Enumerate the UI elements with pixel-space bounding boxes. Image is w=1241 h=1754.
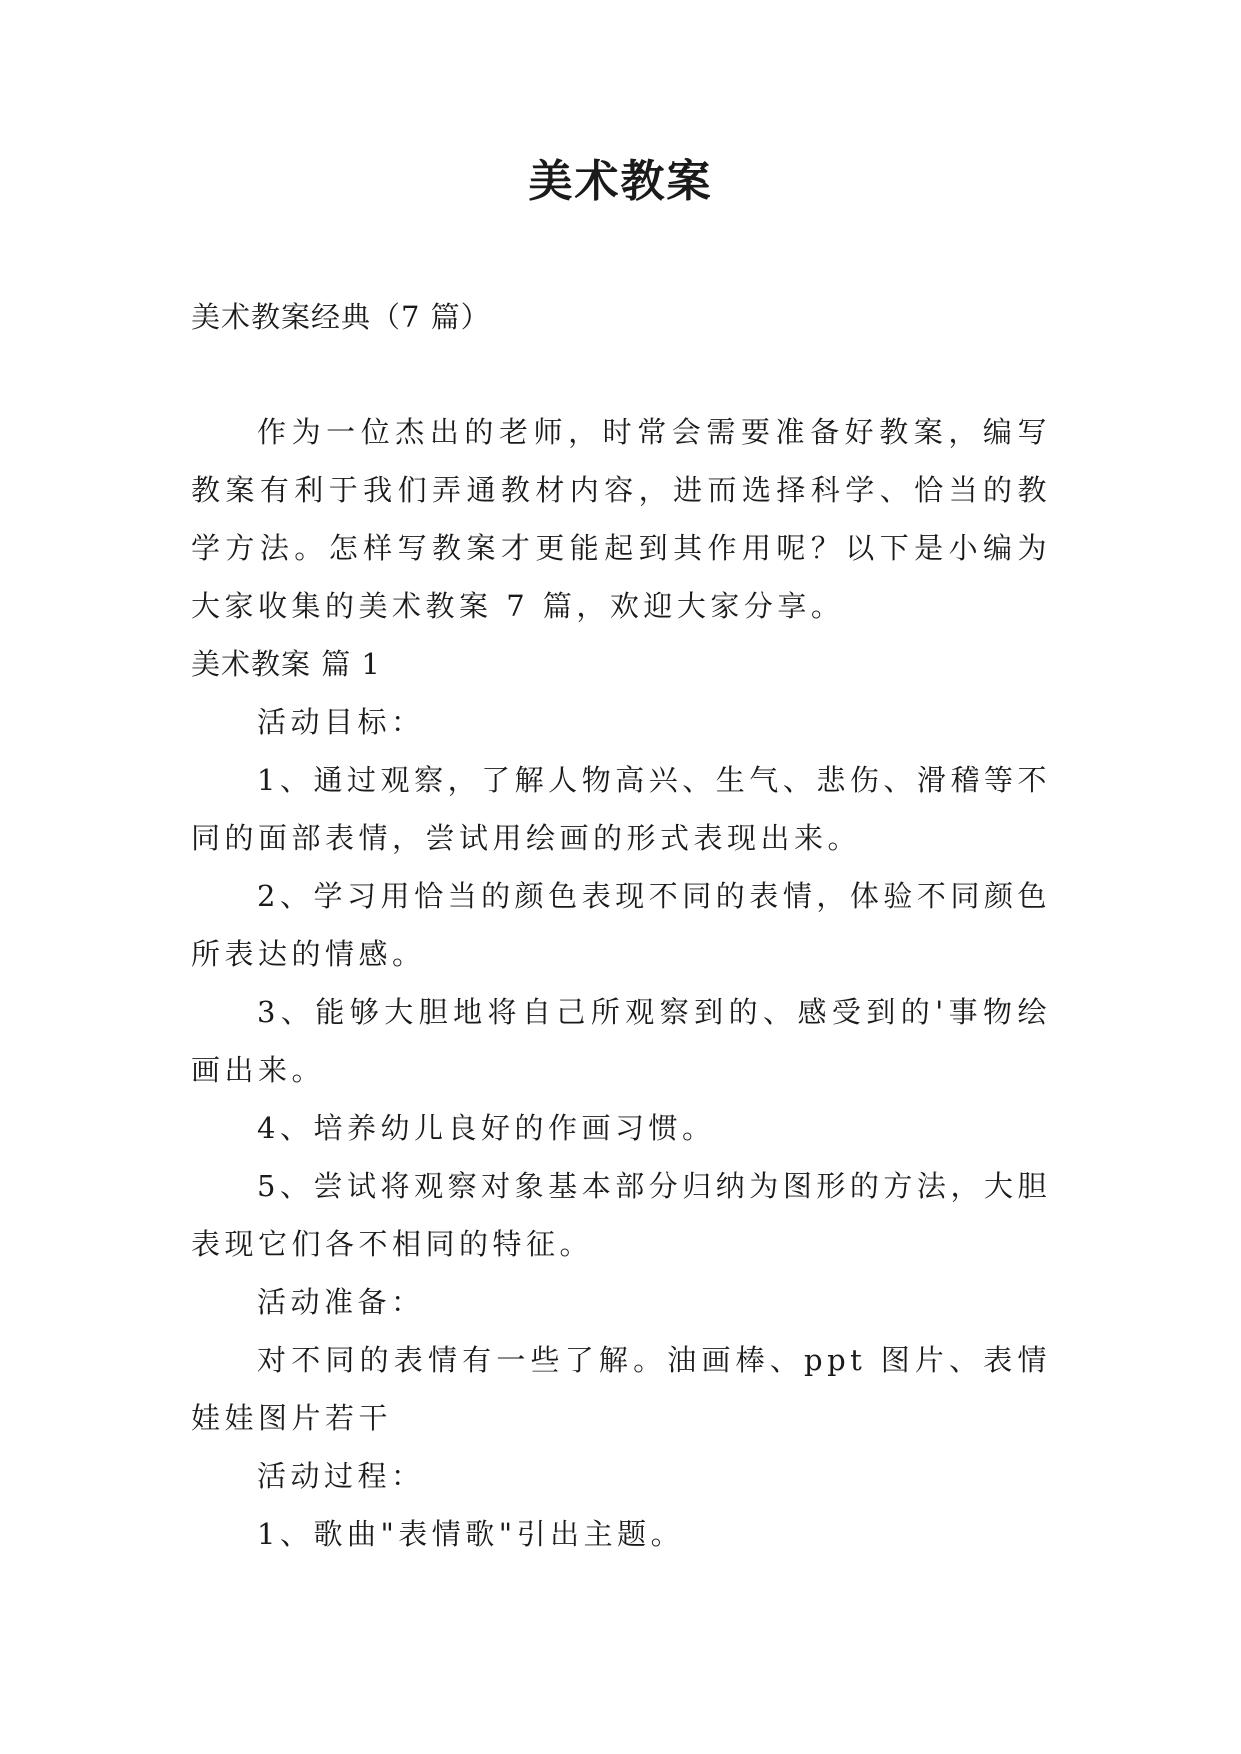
goal-item: 5、尝试将观察对象基本部分归纳为图形的方法，大胆表现它们各不相同的特征。 xyxy=(191,1169,1051,1261)
section-heading: 美术教案 篇 1 xyxy=(191,647,381,681)
goal-item: 3、能够大胆地将自己所观察到的、感受到的'事物绘画出来。 xyxy=(191,995,1051,1087)
goal-item: 2、学习用恰当的颜色表现不同的表情，体验不同颜色所表达的情感。 xyxy=(191,879,1051,971)
prep-text: 对不同的表情有一些了解。油画棒、ppt 图片、表情娃娃图片若干 xyxy=(191,1343,1051,1435)
process-label: 活动过程： xyxy=(257,1459,425,1493)
document-body xyxy=(191,288,1051,1563)
goal-item: 1、通过观察，了解人物高兴、生气、悲伤、滑稽等不同的面部表情，尝试用绘画的形式表现出来。 xyxy=(191,763,1051,855)
prep-label: 活动准备： xyxy=(257,1285,425,1319)
goal-item: 4、培养幼儿良好的作画习惯。 xyxy=(257,1111,716,1145)
intro-paragraph: 作为一位杰出的老师，时常会需要准备好教案，编写教案有利于我们弄通教材内容，进而选择科学、恰当的教学方法。怎样写教案才更能起到其作用呢？以下是小编为大家收集的美术教案 7 篇，欢迎大家分享。 xyxy=(191,415,1051,623)
process-item: 1、歌曲"表情歌"引出主题。 xyxy=(257,1517,685,1551)
document-title: 美术教案 xyxy=(528,156,713,207)
document-subtitle: 美术教案经典（7 篇） xyxy=(191,300,491,334)
goals-label: 活动目标： xyxy=(257,705,425,739)
